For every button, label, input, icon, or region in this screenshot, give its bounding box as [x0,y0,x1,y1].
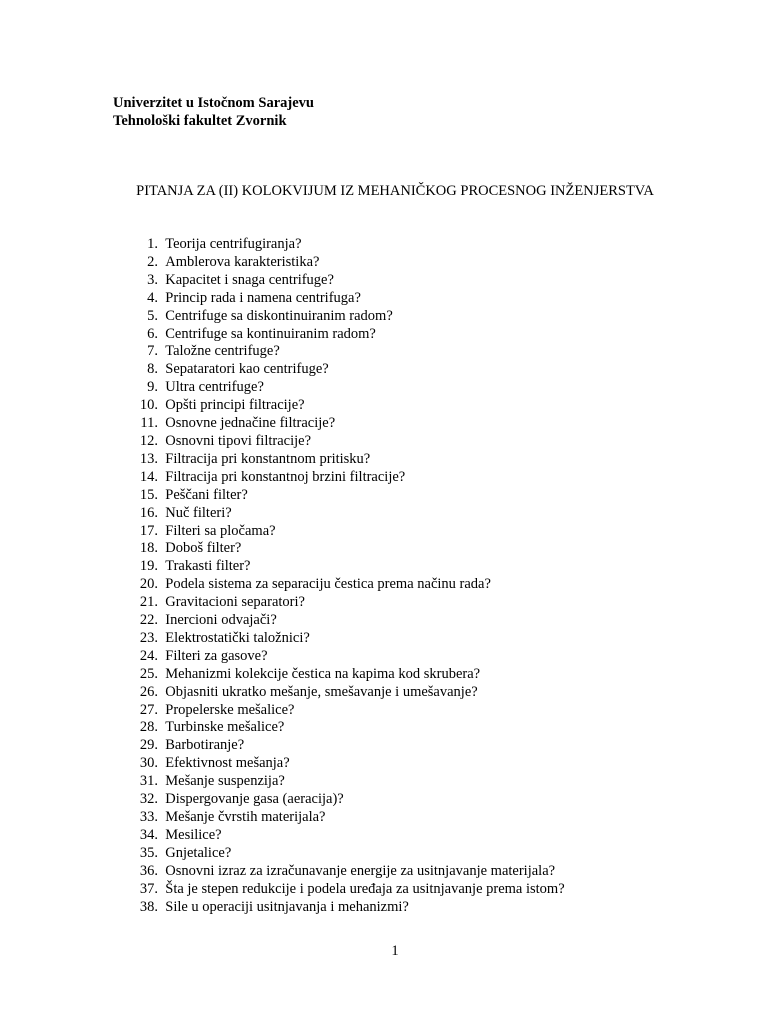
question-text: Gnjetalice? [165,844,232,861]
question-text: Filtracija pri konstantnoj brzini filtracije? [165,468,406,485]
page-number: 1 [391,943,399,959]
list-item [126,702,565,720]
list-item [126,809,565,827]
list-item [126,254,565,272]
faculty-name: Tehnološki fakultet Zvornik [113,113,287,129]
question-number: 7. [147,343,158,360]
question-text: Filtracija pri konstantnom pritisku? [165,450,371,467]
question-number: 38. [139,898,158,915]
list-item [126,236,565,254]
question-text: Objasniti ukratko mešanje, smešavanje i umešavanje? [165,683,478,700]
question-text: Kapacitet i snaga centrifuge? [165,271,334,288]
list-item [126,343,565,361]
question-text: Gravitacioni separatori? [165,594,305,611]
question-number: 12. [139,432,158,449]
question-number: 1. [147,236,158,252]
question-number: 14. [139,468,158,485]
list-item [126,845,565,863]
question-text: Mesilice? [165,826,222,843]
list-item [126,379,565,397]
question-number: 32. [139,791,158,808]
list-item [126,612,565,630]
list-item [126,469,565,487]
list-item [126,576,565,594]
list-item [126,827,565,845]
list-item [126,899,565,917]
list-item [126,361,565,379]
university-name: Univerzitet u Istočnom Sarajevu [113,95,314,111]
list-item [126,755,565,773]
question-number: 36. [139,862,158,879]
list-item [126,737,565,755]
list-item [126,433,565,451]
question-text: Podela sistema za separaciju čestica prema načinu rada? [165,576,491,593]
list-item [126,773,565,791]
question-text: Inercioni odvajači? [165,612,277,629]
list-item [126,666,565,684]
question-number: 20. [139,576,158,593]
question-number: 19. [139,558,158,575]
question-number: 6. [147,325,158,342]
list-item [126,272,565,290]
question-text: Mešanje suspenzija? [165,773,285,790]
question-number: 11. [140,415,158,432]
question-number: 17. [139,522,158,539]
question-number: 25. [139,665,158,682]
list-item [126,540,565,558]
question-text: Nuč filteri? [165,504,232,521]
list-item [126,326,565,344]
question-number: 21. [139,594,158,611]
list-item [126,648,565,666]
list-item [126,881,565,899]
question-list [126,236,565,916]
document-header [113,94,314,130]
question-text: Doboš filter? [165,540,242,557]
question-text: Trakasti filter? [165,558,251,575]
question-number: 37. [139,880,158,897]
question-text: Teorija centrifugiranja? [165,236,302,252]
question-text: Opšti principi filtracije? [165,397,305,414]
question-number: 15. [139,486,158,503]
question-text: Peščani filter? [165,486,248,503]
list-item [126,684,565,702]
question-number: 34. [139,826,158,843]
question-number: 27. [139,701,158,718]
question-number: 28. [139,719,158,736]
list-item [126,487,565,505]
question-text: Mešanje čvrstih materijala? [165,809,326,825]
question-text: Efektivnost mešanja? [165,755,290,772]
question-text: Šta je stepen redukcije i podela uređaja za usitnjavanje prema istom? [165,880,565,897]
question-text: Osnovne jednačine filtracije? [165,415,336,432]
question-text: Amblerova karakteristika? [165,253,320,270]
question-number: 30. [139,755,158,772]
question-number: 23. [139,629,158,646]
list-item [126,719,565,737]
question-number: 16. [139,504,158,521]
question-text: Osnovni izraz za izračunavanje energije za usitnjavanje materijala? [165,862,556,879]
question-number: 8. [147,361,158,378]
question-number: 9. [147,379,158,396]
list-item [126,397,565,415]
question-text: Taložne centrifuge? [165,343,280,360]
list-item [126,290,565,308]
list-item [126,863,565,881]
question-text: Princip rada i namena centrifuga? [165,289,361,306]
list-item [126,523,565,541]
question-text: Filteri sa pločama? [165,522,276,539]
question-number: 31. [139,773,158,790]
question-number: 26. [139,683,158,700]
list-item [126,558,565,576]
question-number: 3. [147,271,158,288]
document-title: PITANJA ZA (II) KOLOKVIJUM IZ MEHANIČKOG PROCESNOG INŽENJERSTVA [136,183,654,199]
question-text: Ultra centrifuge? [165,379,264,396]
question-text: Filteri za gasove? [165,647,268,664]
list-item [126,630,565,648]
question-number: 4. [147,289,158,306]
question-text: Centrifuge sa kontinuiranim radom? [165,325,376,342]
question-number: 18. [139,540,158,557]
question-number: 13. [139,450,158,467]
question-text: Sile u operaciji usitnjavanja i mehanizmi? [165,898,409,915]
question-number: 5. [147,307,158,324]
question-number: 35. [139,844,158,861]
list-item [126,594,565,612]
question-number: 10. [139,397,158,414]
question-text: Barbotiranje? [165,737,245,754]
question-text: Mehanizmi kolekcije čestica na kapima kod skrubera? [165,665,481,682]
question-number: 2. [147,253,158,270]
question-text: Elektrostatički taložnici? [165,629,310,646]
question-number: 29. [139,737,158,754]
list-item [126,415,565,433]
question-text: Propelerske mešalice? [165,701,295,718]
list-item [126,451,565,469]
list-item [126,505,565,523]
question-text: Sepataratori kao centrifuge? [165,361,329,378]
question-text: Turbinske mešalice? [165,719,285,736]
question-text: Dispergovanje gasa (aeracija)? [165,791,344,808]
question-number: 24. [139,647,158,664]
question-text: Osnovni tipovi filtracije? [165,432,312,449]
list-item [126,308,565,326]
question-text: Centrifuge sa diskontinuiranim radom? [165,307,393,324]
question-number: 22. [139,612,158,629]
list-item [126,791,565,809]
question-number: 33. [139,809,158,825]
